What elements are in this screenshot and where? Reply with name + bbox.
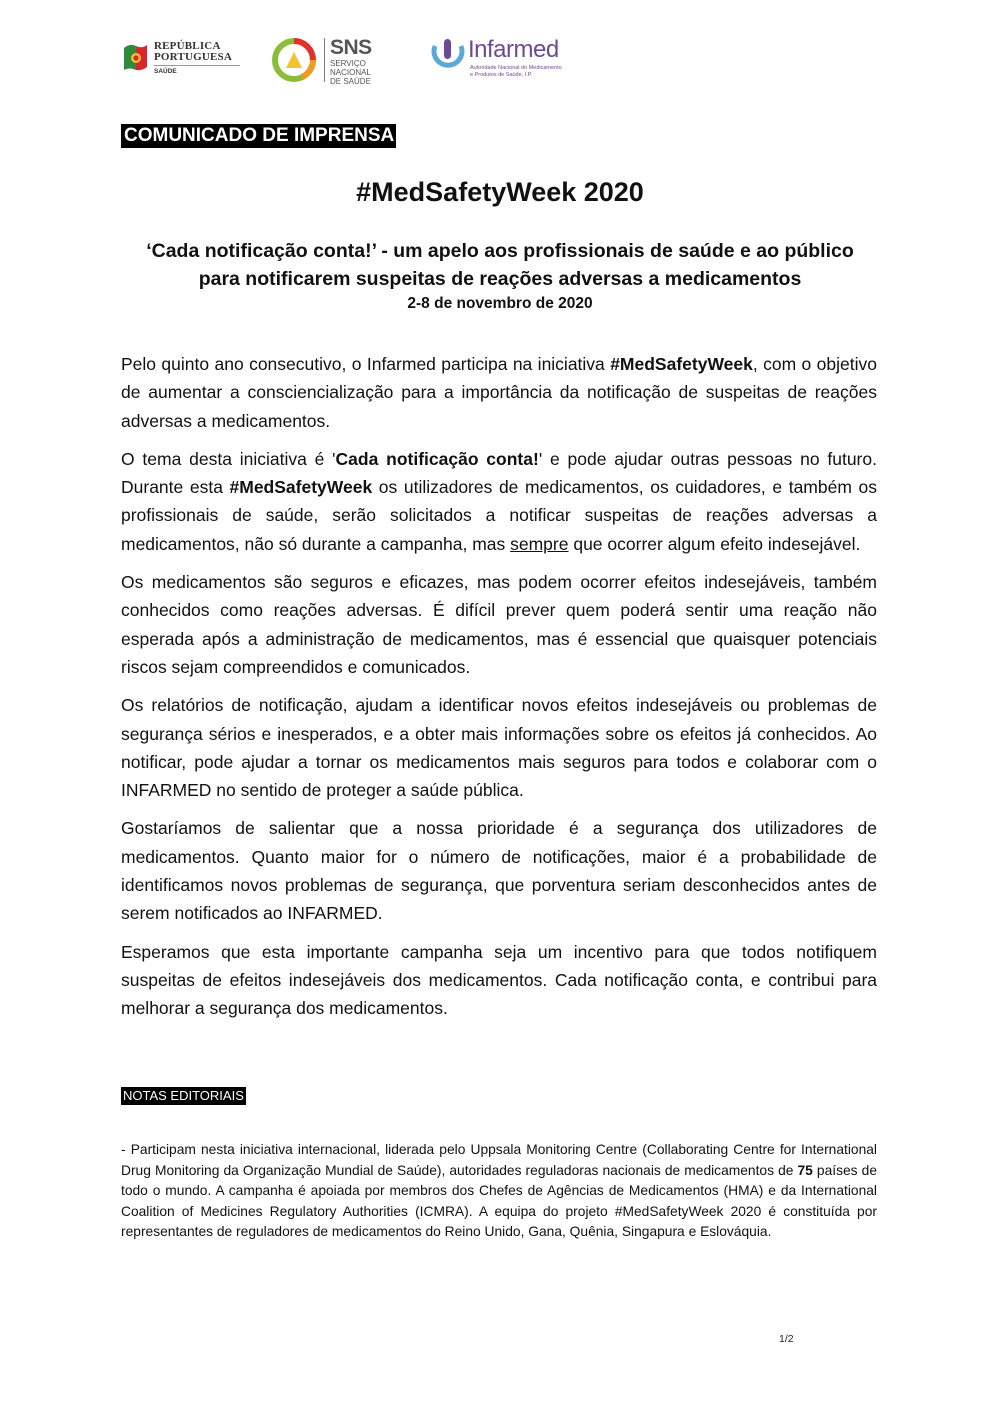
- republica-line2: PORTUGUESA: [154, 51, 233, 63]
- republica-line1: REPÚBLICA: [154, 40, 221, 52]
- sns-name: SNS: [330, 36, 372, 59]
- header-logos: [118, 34, 578, 94]
- paragraph-4: Os relatórios de notificação, ajudam a identificar novos efeitos indesejáveis ou problemas de segurança sérios e inesperados, e a obter mais informações sobre os efeitos já conhecidos. Ao notificar, pode ajudar a tornar os medicamentos mais seguros para todos e colaborar com o INFARMED no sentido de proteger a saúde pública.: [121, 695, 877, 801]
- paragraph-3: Os medicamentos são seguros e eficazes, mas podem ocorrer efeitos indesejáveis, também conhecidos como reações adversas. É difícil prever quem poderá sentir uma reação não esperada após a administração de medicamentos, mas é essencial que quaisquer potenciais riscos sejam compreendidos e comunicados.: [121, 572, 877, 677]
- infarmed-logo: [430, 34, 580, 90]
- infarmed-line2: e Produtos de Saúde, I.P.: [470, 72, 533, 78]
- theme-bold: Cada notificação conta!: [335, 448, 539, 469]
- document-body: [121, 350, 877, 1033]
- paragraph-2: O tema desta iniciativa é 'Cada notificação conta!' e pode ajudar outras pessoas no futuro. Durante esta #MedSafetyWeek os utilizadores de medicamentos, os cuidadores, e também os profissionais de saúde, serão solicitados a notificar suspeitas de reações adversas a medicamentos, não só durante a campanha, mas sempre que ocorrer algum efeito indesejável.: [121, 448, 877, 554]
- hashtag-bold: #MedSafetyWeek: [229, 477, 373, 498]
- hashtag-bold: #MedSafetyWeek: [610, 354, 753, 374]
- paragraph-6: Esperamos que esta importante campanha seja um incentivo para que todos notifiquem suspeitas de efeitos indesejáveis dos medicamentos. Cada notificação conta, e contribui para melhorar a segurança dos medicamentos.: [121, 941, 877, 1019]
- editorial-notes-label: NOTAS EDITORIAIS: [123, 1088, 244, 1103]
- sns-circle-icon: [272, 38, 316, 82]
- page-number: 1/2: [779, 1333, 794, 1345]
- document-title: #MedSafetyWeek 2020: [356, 177, 644, 207]
- editorial-notes: - Participam nesta iniciativa internacional, liderada pelo Uppsala Monitoring Centre (Collaborating Centre for International Drug Monitoring da Organização Mundial de Saúde), autoridades reguladoras nacionais de medicamentos de 75 países de todo o mundo. A campanha é apoiada por membros dos Chefes de Agências de Medicamentos (HMA) e da International Coalition of Medicines Regulatory Authorities (ICMRA). A equipa do projeto #MedSafetyWeek 2020 é constituída por representantes de reguladores de medicamentos do Reino Unido, Gana, Quênia, Singapura e Eslováquia.: [121, 1142, 877, 1239]
- infarmed-line1: Autoridade Nacional do Medicamento: [470, 65, 562, 71]
- sns-line1: SERVIÇO NACIONAL: [330, 59, 371, 77]
- republica-sub: SAÚDE: [154, 68, 177, 75]
- subtitle-line-2: para notificarem suspeitas de reações adversas a medicamentos: [198, 268, 802, 290]
- paragraph-1: Pelo quinto ano consecutivo, o Infarmed participa na iniciativa #MedSafetyWeek, com o objetivo de aumentar a consciencialização para a importância da notificação de suspeitas de reações adversas a medicamentos.: [121, 354, 877, 431]
- subtitle-line-1: ‘Cada notificação conta!’ - um apelo aos profissionais de saúde e ao público: [146, 240, 854, 262]
- country-count: 75: [797, 1162, 813, 1178]
- republica-divider: [154, 65, 240, 66]
- underlined-word: sempre: [510, 533, 569, 554]
- sns-line2: DE SAÚDE: [330, 77, 371, 86]
- press-release-label: COMUNICADO DE IMPRENSA: [121, 124, 396, 148]
- document-subtitle: [100, 237, 900, 293]
- infarmed-name: Infarmed: [468, 36, 559, 63]
- infarmed-drop-icon: [430, 36, 466, 72]
- paragraph-5: Gostaríamos de salientar que a nossa prioridade é a segurança dos utilizadores de medicamentos. Quanto maior for o número de notificações, maior é a probabilidade de identificamos novos problemas de segurança, que porventura seriam desconhecidos antes de serem notificados ao INFARMED.: [121, 818, 877, 924]
- campaign-dates: 2-8 de novembro de 2020: [407, 295, 593, 312]
- republica-portuguesa-logo: [118, 38, 243, 82]
- sns-divider: [324, 38, 325, 82]
- sns-logo: [268, 34, 403, 90]
- portugal-flag-icon: [122, 42, 148, 72]
